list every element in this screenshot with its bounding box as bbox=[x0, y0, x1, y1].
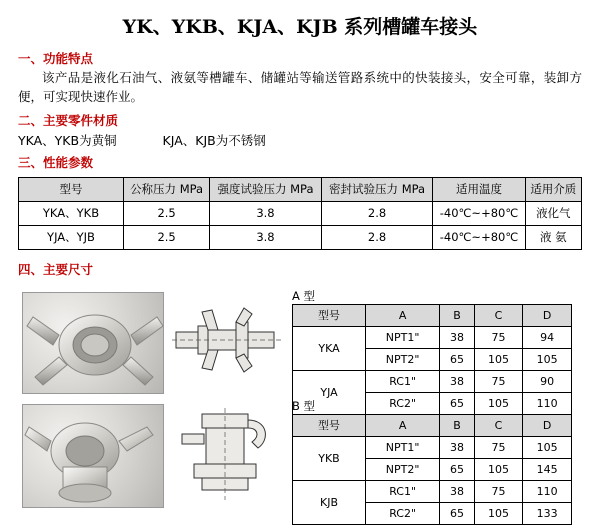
cell-a: NPT1" bbox=[366, 436, 440, 458]
cell-a: NPT2" bbox=[366, 458, 440, 480]
section-heading-features: 一、功能特点 bbox=[18, 51, 94, 66]
section-heading-dimensions: 四、主要尺寸 bbox=[18, 261, 94, 277]
th-model: 型号 bbox=[293, 414, 366, 436]
th-a: A bbox=[366, 304, 440, 326]
performance-table bbox=[18, 177, 582, 250]
table-header-row bbox=[293, 414, 572, 436]
cell-d: 133 bbox=[523, 502, 572, 524]
photo-type-b bbox=[22, 404, 164, 508]
coupling-drawing-b-art bbox=[172, 404, 282, 506]
cell-c: 105 bbox=[474, 502, 523, 524]
cell-c: 75 bbox=[474, 370, 523, 392]
cell-d: 105 bbox=[523, 348, 572, 370]
cell-d: 110 bbox=[523, 392, 572, 414]
th-b: B bbox=[440, 414, 474, 436]
caption-type-a: A 型 bbox=[292, 288, 316, 303]
cell-a: NPT2" bbox=[366, 348, 440, 370]
table-row bbox=[293, 436, 572, 458]
th-seal-pressure: 密封试验压力 MPa bbox=[321, 177, 433, 201]
cell-model: YKA bbox=[293, 326, 366, 370]
th-strength-pressure: 强度试验压力 MPa bbox=[210, 177, 322, 201]
section-heading-material: 二、主要零件材质 bbox=[18, 112, 119, 128]
cell-b: 38 bbox=[440, 326, 474, 348]
table-row bbox=[293, 370, 572, 392]
cell-b: 38 bbox=[440, 480, 474, 502]
cell-b: 38 bbox=[440, 370, 474, 392]
cell-a: RC2" bbox=[366, 502, 440, 524]
cell-b: 65 bbox=[440, 348, 474, 370]
th-medium: 适用介质 bbox=[525, 177, 581, 201]
table-header-row bbox=[293, 304, 572, 326]
cell-medium: 液化气 bbox=[525, 201, 581, 225]
coupling-photo-b-art bbox=[23, 405, 163, 507]
drawing-type-b bbox=[172, 404, 282, 506]
dimension-table-a bbox=[292, 304, 572, 415]
cell-medium: 液 氨 bbox=[525, 225, 581, 249]
th-model: 型号 bbox=[19, 177, 124, 201]
th-d: D bbox=[523, 414, 572, 436]
cell-seal: 2.8 bbox=[321, 225, 433, 249]
drawing-type-a bbox=[172, 292, 282, 392]
th-c: C bbox=[474, 414, 523, 436]
cell-strength: 3.8 bbox=[210, 201, 322, 225]
cell-a: RC1" bbox=[366, 480, 440, 502]
th-model: 型号 bbox=[293, 304, 366, 326]
cell-d: 90 bbox=[523, 370, 572, 392]
th-d: D bbox=[523, 304, 572, 326]
cell-model: YKA、YKB bbox=[19, 201, 124, 225]
th-b: B bbox=[440, 304, 474, 326]
material-left: YKA、YKB为黄铜 bbox=[18, 132, 117, 148]
table-row bbox=[19, 225, 582, 249]
cell-c: 75 bbox=[474, 480, 523, 502]
cell-c: 75 bbox=[474, 436, 523, 458]
cell-temp: -40℃~+80℃ bbox=[433, 201, 525, 225]
table-row bbox=[19, 201, 582, 225]
cell-b: 65 bbox=[440, 458, 474, 480]
cell-temp: -40℃~+80℃ bbox=[433, 225, 525, 249]
cell-d: 110 bbox=[523, 480, 572, 502]
coupling-drawing-a-art bbox=[172, 292, 282, 392]
cell-c: 105 bbox=[474, 348, 523, 370]
caption-type-b: B 型 bbox=[292, 398, 316, 413]
material-line bbox=[18, 131, 600, 149]
th-c: C bbox=[474, 304, 523, 326]
section-heading-performance: 三、性能参数 bbox=[18, 154, 94, 170]
table-header-row bbox=[19, 177, 582, 201]
cell-nominal: 2.5 bbox=[124, 201, 210, 225]
cell-c: 75 bbox=[474, 326, 523, 348]
cell-d: 105 bbox=[523, 436, 572, 458]
cell-model: KJB bbox=[293, 480, 366, 524]
coupling-photo-a-art bbox=[23, 293, 163, 393]
cell-model: YKB bbox=[293, 436, 366, 480]
table-row bbox=[293, 326, 572, 348]
cell-nominal: 2.5 bbox=[124, 225, 210, 249]
th-temperature: 适用温度 bbox=[433, 177, 525, 201]
cell-d: 94 bbox=[523, 326, 572, 348]
cell-a: RC1" bbox=[366, 370, 440, 392]
cell-model: YJA bbox=[293, 370, 366, 414]
features-text: 该产品是液化石油气、液氨等槽罐车、储罐站等输送管路系统中的快装接头，安全可靠，装卸方便，可实现快速作业。 bbox=[18, 70, 582, 104]
cell-d: 145 bbox=[523, 458, 572, 480]
cell-a: RC2" bbox=[366, 392, 440, 414]
cell-b: 38 bbox=[440, 436, 474, 458]
cell-seal: 2.8 bbox=[321, 201, 433, 225]
cell-b: 65 bbox=[440, 502, 474, 524]
th-nominal-pressure: 公称压力 MPa bbox=[124, 177, 210, 201]
cell-c: 105 bbox=[474, 392, 523, 414]
th-a: A bbox=[366, 414, 440, 436]
page-title: YK、YKB、KJA、KJB 系列槽罐车接头 bbox=[122, 16, 478, 38]
material-right: KJA、KJB为不锈钢 bbox=[162, 132, 266, 148]
photo-type-a bbox=[22, 292, 164, 394]
cell-strength: 3.8 bbox=[210, 225, 322, 249]
cell-c: 105 bbox=[474, 458, 523, 480]
cell-model: YJA、YJB bbox=[19, 225, 124, 249]
cell-b: 65 bbox=[440, 392, 474, 414]
table-row bbox=[293, 480, 572, 502]
cell-a: NPT1" bbox=[366, 326, 440, 348]
dimension-table-b bbox=[292, 414, 572, 525]
